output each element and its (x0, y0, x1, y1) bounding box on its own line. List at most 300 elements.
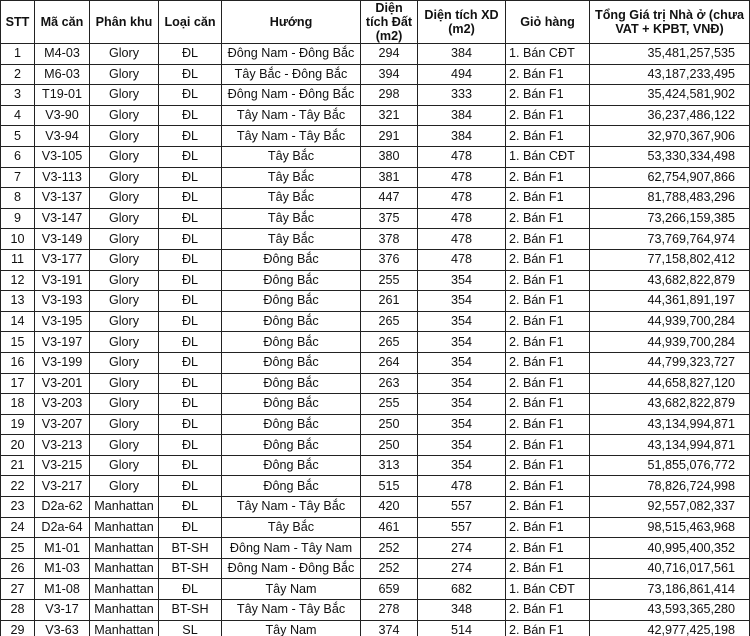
table-row (1, 455, 750, 476)
cell-tong-gia-tri[interactable]: 92,557,082,337 (590, 497, 750, 518)
cell-huong[interactable]: Đông Bắc (222, 394, 361, 415)
header-loai-can[interactable]: Loại căn (159, 1, 222, 44)
cell-loai-can[interactable]: ĐL (159, 208, 222, 229)
cell-ma-can[interactable]: V3-137 (35, 188, 90, 209)
table-row (1, 270, 750, 291)
cell-dien-tich-dat[interactable]: 321 (361, 105, 418, 126)
cell-phan-khu[interactable]: Glory (90, 249, 159, 270)
table-row (1, 579, 750, 600)
cell-gio-hang[interactable]: 2. Bán F1 (506, 270, 590, 291)
cell-dien-tich-dat[interactable]: 291 (361, 126, 418, 147)
cell-phan-khu[interactable]: Glory (90, 146, 159, 167)
cell-tong-gia-tri[interactable]: 44,939,700,284 (590, 311, 750, 332)
cell-dien-tich-xd[interactable]: 478 (418, 249, 506, 270)
cell-gio-hang[interactable]: 2. Bán F1 (506, 620, 590, 636)
cell-dien-tich-xd[interactable]: 354 (418, 394, 506, 415)
table-row (1, 208, 750, 229)
table-row (1, 600, 750, 621)
cell-dien-tich-xd[interactable]: 354 (418, 332, 506, 353)
cell-tong-gia-tri[interactable]: 98,515,463,968 (590, 517, 750, 538)
cell-gio-hang[interactable]: 2. Bán F1 (506, 435, 590, 456)
cell-dien-tich-xd[interactable]: 333 (418, 85, 506, 106)
cell-gio-hang[interactable]: 1. Bán CĐT (506, 579, 590, 600)
table-row (1, 476, 750, 497)
cell-tong-gia-tri[interactable]: 62,754,907,866 (590, 167, 750, 188)
cell-loai-can[interactable]: ĐL (159, 394, 222, 415)
cell-ma-can[interactable]: V3-213 (35, 435, 90, 456)
cell-gio-hang[interactable]: 2. Bán F1 (506, 394, 590, 415)
table-row (1, 167, 750, 188)
cell-phan-khu[interactable]: Glory (90, 270, 159, 291)
cell-ma-can[interactable]: V3-191 (35, 270, 90, 291)
cell-phan-khu[interactable]: Manhattan (90, 579, 159, 600)
cell-phan-khu[interactable]: Glory (90, 85, 159, 106)
table-row (1, 249, 750, 270)
cell-gio-hang[interactable]: 2. Bán F1 (506, 414, 590, 435)
cell-tong-gia-tri[interactable]: 40,995,400,352 (590, 538, 750, 559)
cell-stt[interactable]: 1 (1, 44, 35, 65)
cell-gio-hang[interactable]: 2. Bán F1 (506, 188, 590, 209)
cell-dien-tich-dat[interactable]: 250 (361, 414, 418, 435)
cell-dien-tich-xd[interactable]: 478 (418, 188, 506, 209)
cell-ma-can[interactable]: V3-197 (35, 332, 90, 353)
cell-gio-hang[interactable]: 2. Bán F1 (506, 332, 590, 353)
cell-gio-hang[interactable]: 2. Bán F1 (506, 126, 590, 147)
cell-dien-tich-dat[interactable]: 420 (361, 497, 418, 518)
cell-gio-hang[interactable]: 2. Bán F1 (506, 476, 590, 497)
cell-dien-tich-xd[interactable]: 348 (418, 600, 506, 621)
table-row (1, 558, 750, 579)
cell-ma-can[interactable]: V3-195 (35, 311, 90, 332)
cell-huong[interactable]: Đông Nam - Đông Bắc (222, 44, 361, 65)
cell-loai-can[interactable]: ĐL (159, 188, 222, 209)
cell-phan-khu[interactable]: Glory (90, 167, 159, 188)
cell-phan-khu[interactable]: Glory (90, 414, 159, 435)
cell-stt[interactable]: 2 (1, 64, 35, 85)
cell-loai-can[interactable]: ĐL (159, 497, 222, 518)
cell-phan-khu[interactable]: Manhattan (90, 558, 159, 579)
cell-ma-can[interactable]: V3-105 (35, 146, 90, 167)
cell-ma-can[interactable]: V3-199 (35, 352, 90, 373)
table-row (1, 352, 750, 373)
cell-huong[interactable]: Đông Bắc (222, 249, 361, 270)
cell-phan-khu[interactable]: Glory (90, 373, 159, 394)
cell-huong[interactable]: Đông Nam - Đông Bắc (222, 85, 361, 106)
cell-stt[interactable]: 22 (1, 476, 35, 497)
cell-huong[interactable]: Tây Bắc - Đông Bắc (222, 64, 361, 85)
cell-dien-tich-dat[interactable]: 381 (361, 167, 418, 188)
cell-gio-hang[interactable]: 2. Bán F1 (506, 208, 590, 229)
cell-dien-tich-dat[interactable]: 375 (361, 208, 418, 229)
cell-loai-can[interactable]: ĐL (159, 249, 222, 270)
cell-ma-can[interactable]: V3-207 (35, 414, 90, 435)
cell-tong-gia-tri[interactable]: 43,593,365,280 (590, 600, 750, 621)
cell-phan-khu[interactable]: Glory (90, 64, 159, 85)
table-row (1, 229, 750, 250)
cell-ma-can[interactable]: V3-17 (35, 600, 90, 621)
cell-tong-gia-tri[interactable]: 44,361,891,197 (590, 291, 750, 312)
cell-loai-can[interactable]: ĐL (159, 64, 222, 85)
cell-dien-tich-dat[interactable]: 394 (361, 64, 418, 85)
cell-gio-hang[interactable]: 2. Bán F1 (506, 229, 590, 250)
cell-gio-hang[interactable]: 2. Bán F1 (506, 497, 590, 518)
cell-dien-tich-dat[interactable]: 265 (361, 332, 418, 353)
cell-phan-khu[interactable]: Glory (90, 476, 159, 497)
cell-gio-hang[interactable]: 2. Bán F1 (506, 105, 590, 126)
cell-huong[interactable]: Đông Bắc (222, 291, 361, 312)
cell-huong[interactable]: Đông Nam - Tây Nam (222, 538, 361, 559)
table-row (1, 517, 750, 538)
cell-dien-tich-dat[interactable]: 380 (361, 146, 418, 167)
cell-dien-tich-dat[interactable]: 278 (361, 600, 418, 621)
cell-phan-khu[interactable]: Manhattan (90, 517, 159, 538)
cell-dien-tich-xd[interactable]: 557 (418, 517, 506, 538)
cell-huong[interactable]: Tây Bắc (222, 229, 361, 250)
cell-stt[interactable]: 29 (1, 620, 35, 636)
cell-dien-tich-xd[interactable]: 478 (418, 167, 506, 188)
cell-huong[interactable]: Đông Bắc (222, 476, 361, 497)
cell-gio-hang[interactable]: 2. Bán F1 (506, 517, 590, 538)
cell-stt[interactable]: 28 (1, 600, 35, 621)
table-row (1, 188, 750, 209)
cell-gio-hang[interactable]: 2. Bán F1 (506, 558, 590, 579)
cell-gio-hang[interactable]: 2. Bán F1 (506, 311, 590, 332)
cell-tong-gia-tri[interactable]: 36,237,486,122 (590, 105, 750, 126)
cell-huong[interactable]: Tây Nam - Tây Bắc (222, 497, 361, 518)
cell-gio-hang[interactable]: 2. Bán F1 (506, 167, 590, 188)
cell-dien-tich-dat[interactable]: 378 (361, 229, 418, 250)
cell-tong-gia-tri[interactable]: 44,658,827,120 (590, 373, 750, 394)
cell-loai-can[interactable]: ĐL (159, 167, 222, 188)
cell-ma-can[interactable]: V3-193 (35, 291, 90, 312)
cell-phan-khu[interactable]: Glory (90, 126, 159, 147)
cell-ma-can[interactable]: V3-147 (35, 208, 90, 229)
cell-dien-tich-xd[interactable]: 478 (418, 229, 506, 250)
cell-phan-khu[interactable]: Glory (90, 455, 159, 476)
cell-tong-gia-tri[interactable]: 77,158,802,412 (590, 249, 750, 270)
cell-dien-tich-dat[interactable]: 250 (361, 435, 418, 456)
cell-phan-khu[interactable]: Glory (90, 332, 159, 353)
cell-phan-khu[interactable]: Glory (90, 208, 159, 229)
cell-tong-gia-tri[interactable]: 73,186,861,414 (590, 579, 750, 600)
cell-loai-can[interactable]: ĐL (159, 146, 222, 167)
cell-stt[interactable]: 14 (1, 311, 35, 332)
cell-dien-tich-xd[interactable]: 274 (418, 558, 506, 579)
cell-loai-can[interactable]: ĐL (159, 373, 222, 394)
cell-dien-tich-xd[interactable]: 514 (418, 620, 506, 636)
cell-huong[interactable]: Tây Nam (222, 579, 361, 600)
cell-huong[interactable]: Đông Bắc (222, 414, 361, 435)
cell-loai-can[interactable]: SL (159, 620, 222, 636)
cell-gio-hang[interactable]: 2. Bán F1 (506, 455, 590, 476)
table-row (1, 332, 750, 353)
cell-dien-tich-dat[interactable]: 255 (361, 270, 418, 291)
cell-huong[interactable]: Đông Bắc (222, 270, 361, 291)
cell-dien-tich-xd[interactable]: 354 (418, 414, 506, 435)
cell-stt[interactable]: 6 (1, 146, 35, 167)
cell-dien-tich-dat[interactable]: 255 (361, 394, 418, 415)
cell-ma-can[interactable]: V3-63 (35, 620, 90, 636)
cell-gio-hang[interactable]: 2. Bán F1 (506, 373, 590, 394)
cell-tong-gia-tri[interactable]: 40,716,017,561 (590, 558, 750, 579)
cell-stt[interactable]: 9 (1, 208, 35, 229)
header-row (1, 1, 750, 44)
table-row (1, 85, 750, 106)
table-row (1, 291, 750, 312)
cell-stt[interactable]: 23 (1, 497, 35, 518)
cell-dien-tich-dat[interactable]: 252 (361, 558, 418, 579)
cell-stt[interactable]: 16 (1, 352, 35, 373)
cell-ma-can[interactable]: D2a-64 (35, 517, 90, 538)
cell-tong-gia-tri[interactable]: 81,788,483,296 (590, 188, 750, 209)
cell-dien-tich-xd[interactable]: 274 (418, 538, 506, 559)
cell-phan-khu[interactable]: Manhattan (90, 600, 159, 621)
cell-gio-hang[interactable]: 2. Bán F1 (506, 600, 590, 621)
cell-dien-tich-dat[interactable]: 659 (361, 579, 418, 600)
cell-loai-can[interactable]: ĐL (159, 476, 222, 497)
table-row (1, 311, 750, 332)
cell-loai-can[interactable]: ĐL (159, 579, 222, 600)
header-ma-can[interactable]: Mã căn (35, 1, 90, 44)
cell-ma-can[interactable]: V3-90 (35, 105, 90, 126)
cell-phan-khu[interactable]: Glory (90, 394, 159, 415)
cell-tong-gia-tri[interactable]: 42,977,425,198 (590, 620, 750, 636)
cell-ma-can[interactable]: V3-201 (35, 373, 90, 394)
cell-dien-tich-xd[interactable]: 354 (418, 270, 506, 291)
cell-dien-tich-xd[interactable]: 384 (418, 105, 506, 126)
cell-loai-can[interactable]: ĐL (159, 455, 222, 476)
cell-phan-khu[interactable]: Manhattan (90, 497, 159, 518)
cell-phan-khu[interactable]: Glory (90, 291, 159, 312)
cell-stt[interactable]: 25 (1, 538, 35, 559)
cell-phan-khu[interactable]: Manhattan (90, 620, 159, 636)
cell-loai-can[interactable]: ĐL (159, 414, 222, 435)
cell-huong[interactable]: Đông Bắc (222, 455, 361, 476)
cell-dien-tich-dat[interactable]: 461 (361, 517, 418, 538)
cell-dien-tich-xd[interactable]: 354 (418, 455, 506, 476)
header-dien-tich-xd[interactable]: Diện tích XD (m2) (418, 1, 506, 44)
cell-dien-tich-dat[interactable]: 252 (361, 538, 418, 559)
cell-huong[interactable]: Tây Nam - Tây Bắc (222, 126, 361, 147)
cell-dien-tich-dat[interactable]: 447 (361, 188, 418, 209)
header-huong[interactable]: Hướng (222, 1, 361, 44)
cell-huong[interactable]: Tây Bắc (222, 167, 361, 188)
cell-huong[interactable]: Đông Bắc (222, 435, 361, 456)
cell-dien-tich-xd[interactable]: 384 (418, 44, 506, 65)
cell-huong[interactable]: Tây Bắc (222, 208, 361, 229)
cell-tong-gia-tri[interactable]: 44,799,323,727 (590, 352, 750, 373)
table-row (1, 394, 750, 415)
cell-huong[interactable]: Tây Bắc (222, 188, 361, 209)
header-dien-tich-dat[interactable]: Diện tích Đất (m2) (361, 1, 418, 44)
cell-dien-tich-xd[interactable]: 682 (418, 579, 506, 600)
cell-stt[interactable]: 13 (1, 291, 35, 312)
cell-stt[interactable]: 17 (1, 373, 35, 394)
cell-dien-tich-dat[interactable]: 374 (361, 620, 418, 636)
cell-ma-can[interactable]: V3-94 (35, 126, 90, 147)
cell-dien-tich-dat[interactable]: 313 (361, 455, 418, 476)
cell-loai-can[interactable]: ĐL (159, 332, 222, 353)
cell-stt[interactable]: 24 (1, 517, 35, 538)
cell-ma-can[interactable]: M1-08 (35, 579, 90, 600)
cell-tong-gia-tri[interactable]: 32,970,367,906 (590, 126, 750, 147)
cell-huong[interactable]: Đông Bắc (222, 311, 361, 332)
cell-dien-tich-dat[interactable]: 261 (361, 291, 418, 312)
table-row (1, 105, 750, 126)
cell-dien-tich-dat[interactable]: 263 (361, 373, 418, 394)
cell-tong-gia-tri[interactable]: 53,330,334,498 (590, 146, 750, 167)
cell-huong[interactable]: Đông Bắc (222, 373, 361, 394)
cell-ma-can[interactable]: V3-149 (35, 229, 90, 250)
cell-loai-can[interactable]: BT-SH (159, 558, 222, 579)
cell-gio-hang[interactable]: 1. Bán CĐT (506, 146, 590, 167)
table-row (1, 435, 750, 456)
cell-tong-gia-tri[interactable]: 51,855,076,772 (590, 455, 750, 476)
cell-stt[interactable]: 15 (1, 332, 35, 353)
cell-gio-hang[interactable]: 2. Bán F1 (506, 291, 590, 312)
header-stt[interactable]: STT (1, 1, 35, 44)
cell-stt[interactable]: 19 (1, 414, 35, 435)
cell-dien-tich-xd[interactable]: 557 (418, 497, 506, 518)
cell-dien-tich-dat[interactable]: 376 (361, 249, 418, 270)
cell-dien-tich-xd[interactable]: 384 (418, 126, 506, 147)
table-row (1, 64, 750, 85)
cell-huong[interactable]: Tây Nam - Tây Bắc (222, 105, 361, 126)
cell-ma-can[interactable]: T19-01 (35, 85, 90, 106)
cell-dien-tich-dat[interactable]: 264 (361, 352, 418, 373)
cell-huong[interactable]: Đông Nam - Đông Bắc (222, 558, 361, 579)
cell-dien-tich-dat[interactable]: 298 (361, 85, 418, 106)
cell-loai-can[interactable]: BT-SH (159, 600, 222, 621)
cell-tong-gia-tri[interactable]: 43,134,994,871 (590, 435, 750, 456)
table-row (1, 620, 750, 636)
cell-phan-khu[interactable]: Glory (90, 44, 159, 65)
header-tong-gia-tri[interactable]: Tổng Giá trị Nhà ở (chưa VAT + KPBT, VNĐ) (590, 1, 750, 44)
cell-stt[interactable]: 7 (1, 167, 35, 188)
cell-huong[interactable]: Tây Nam - Tây Bắc (222, 600, 361, 621)
cell-loai-can[interactable]: ĐL (159, 270, 222, 291)
cell-loai-can[interactable]: ĐL (159, 517, 222, 538)
cell-stt[interactable]: 3 (1, 85, 35, 106)
table-row (1, 126, 750, 147)
cell-stt[interactable]: 8 (1, 188, 35, 209)
cell-dien-tich-xd[interactable]: 354 (418, 291, 506, 312)
cell-dien-tich-dat[interactable]: 265 (361, 311, 418, 332)
cell-loai-can[interactable]: ĐL (159, 311, 222, 332)
cell-dien-tich-dat[interactable]: 515 (361, 476, 418, 497)
cell-tong-gia-tri[interactable]: 73,266,159,385 (590, 208, 750, 229)
cell-stt[interactable]: 20 (1, 435, 35, 456)
cell-tong-gia-tri[interactable]: 43,682,822,879 (590, 270, 750, 291)
cell-tong-gia-tri[interactable]: 43,682,822,879 (590, 394, 750, 415)
table-row (1, 146, 750, 167)
cell-ma-can[interactable]: V3-215 (35, 455, 90, 476)
table-row (1, 373, 750, 394)
cell-stt[interactable]: 4 (1, 105, 35, 126)
cell-dien-tich-xd[interactable]: 478 (418, 476, 506, 497)
cell-ma-can[interactable]: M1-03 (35, 558, 90, 579)
cell-loai-can[interactable]: ĐL (159, 44, 222, 65)
cell-dien-tich-xd[interactable]: 354 (418, 352, 506, 373)
cell-phan-khu[interactable]: Glory (90, 229, 159, 250)
cell-ma-can[interactable]: M6-03 (35, 64, 90, 85)
table-body (1, 44, 750, 636)
cell-ma-can[interactable]: M1-01 (35, 538, 90, 559)
cell-stt[interactable]: 21 (1, 455, 35, 476)
cell-tong-gia-tri[interactable]: 35,424,581,902 (590, 85, 750, 106)
cell-dien-tich-xd[interactable]: 494 (418, 64, 506, 85)
cell-gio-hang[interactable]: 1. Bán CĐT (506, 44, 590, 65)
cell-tong-gia-tri[interactable]: 78,826,724,998 (590, 476, 750, 497)
cell-dien-tich-xd[interactable]: 354 (418, 373, 506, 394)
cell-phan-khu[interactable]: Glory (90, 352, 159, 373)
header-phan-khu[interactable]: Phân khu (90, 1, 159, 44)
cell-loai-can[interactable]: ĐL (159, 435, 222, 456)
cell-gio-hang[interactable]: 2. Bán F1 (506, 249, 590, 270)
cell-ma-can[interactable]: V3-203 (35, 394, 90, 415)
cell-gio-hang[interactable]: 2. Bán F1 (506, 85, 590, 106)
cell-loai-can[interactable]: BT-SH (159, 538, 222, 559)
cell-dien-tich-xd[interactable]: 354 (418, 311, 506, 332)
cell-ma-can[interactable]: V3-113 (35, 167, 90, 188)
cell-stt[interactable]: 27 (1, 579, 35, 600)
cell-stt[interactable]: 11 (1, 249, 35, 270)
table-row (1, 538, 750, 559)
cell-phan-khu[interactable]: Glory (90, 311, 159, 332)
cell-dien-tich-xd[interactable]: 354 (418, 435, 506, 456)
cell-loai-can[interactable]: ĐL (159, 229, 222, 250)
cell-ma-can[interactable]: M4-03 (35, 44, 90, 65)
cell-dien-tich-dat[interactable]: 294 (361, 44, 418, 65)
cell-tong-gia-tri[interactable]: 73,769,764,974 (590, 229, 750, 250)
cell-gio-hang[interactable]: 2. Bán F1 (506, 352, 590, 373)
cell-huong[interactable]: Tây Bắc (222, 146, 361, 167)
cell-phan-khu[interactable]: Manhattan (90, 538, 159, 559)
cell-ma-can[interactable]: V3-177 (35, 249, 90, 270)
cell-huong[interactable]: Tây Bắc (222, 517, 361, 538)
cell-huong[interactable]: Đông Bắc (222, 352, 361, 373)
cell-stt[interactable]: 10 (1, 229, 35, 250)
cell-loai-can[interactable]: ĐL (159, 85, 222, 106)
cell-tong-gia-tri[interactable]: 44,939,700,284 (590, 332, 750, 353)
table-row (1, 414, 750, 435)
cell-tong-gia-tri[interactable]: 43,134,994,871 (590, 414, 750, 435)
cell-dien-tich-xd[interactable]: 478 (418, 208, 506, 229)
cell-huong[interactable]: Đông Bắc (222, 332, 361, 353)
cell-huong[interactable]: Tây Nam (222, 620, 361, 636)
cell-gio-hang[interactable]: 2. Bán F1 (506, 538, 590, 559)
cell-loai-can[interactable]: ĐL (159, 126, 222, 147)
cell-stt[interactable]: 26 (1, 558, 35, 579)
cell-stt[interactable]: 18 (1, 394, 35, 415)
cell-tong-gia-tri[interactable]: 35,481,257,535 (590, 44, 750, 65)
cell-loai-can[interactable]: ĐL (159, 105, 222, 126)
cell-tong-gia-tri[interactable]: 43,187,233,495 (590, 64, 750, 85)
cell-stt[interactable]: 12 (1, 270, 35, 291)
cell-phan-khu[interactable]: Glory (90, 188, 159, 209)
cell-phan-khu[interactable]: Glory (90, 435, 159, 456)
cell-loai-can[interactable]: ĐL (159, 352, 222, 373)
cell-gio-hang[interactable]: 2. Bán F1 (506, 64, 590, 85)
header-gio-hang[interactable]: Giỏ hàng (506, 1, 590, 44)
cell-stt[interactable]: 5 (1, 126, 35, 147)
cell-ma-can[interactable]: V3-217 (35, 476, 90, 497)
cell-loai-can[interactable]: ĐL (159, 291, 222, 312)
cell-ma-can[interactable]: D2a-62 (35, 497, 90, 518)
table-row (1, 44, 750, 65)
cell-phan-khu[interactable]: Glory (90, 105, 159, 126)
cell-dien-tich-xd[interactable]: 478 (418, 146, 506, 167)
